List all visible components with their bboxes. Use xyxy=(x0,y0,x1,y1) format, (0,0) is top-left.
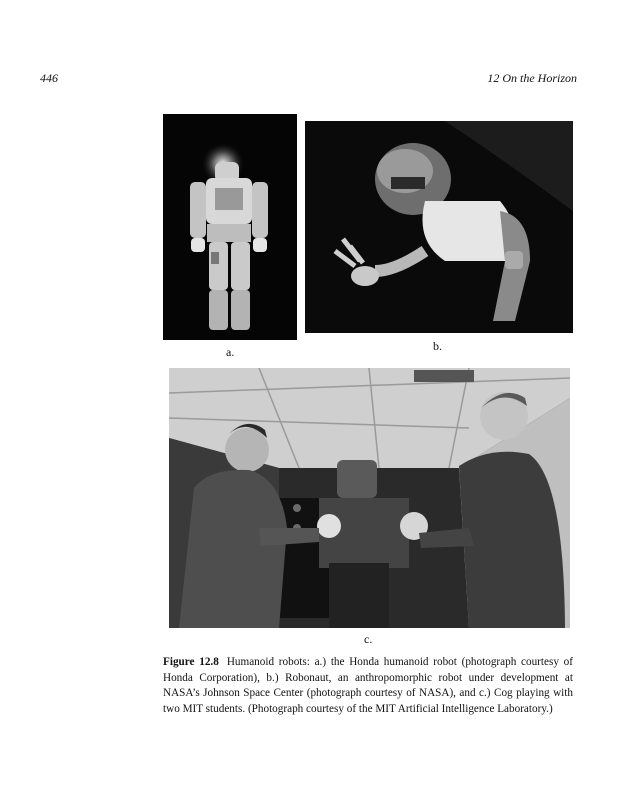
photo-cog-students xyxy=(169,368,570,628)
sublabel-a: a. xyxy=(226,345,235,359)
caption-label: Figure 12.8 xyxy=(163,656,219,668)
running-header: 12 On the Horizon xyxy=(487,71,577,85)
figure-caption xyxy=(163,655,573,717)
caption-text: Humanoid robots: a.) the Honda humanoid robot (photograph courtesy of Honda Corporation), b.) Robonaut, an anthropomorphic robot under development at NASA’s Johnson Space Center (photograph courtesy of NASA), and c.) Cog playing with two MIT students. (Photograph courtesy of the MIT Artificial Intelligence Laboratory.) xyxy=(163,656,573,715)
sublabel-b: b. xyxy=(433,339,442,353)
sublabel-c: c. xyxy=(364,632,373,646)
page-number: 446 xyxy=(40,71,58,85)
photo-robonaut xyxy=(305,121,573,333)
photo-honda-robot xyxy=(163,114,297,340)
